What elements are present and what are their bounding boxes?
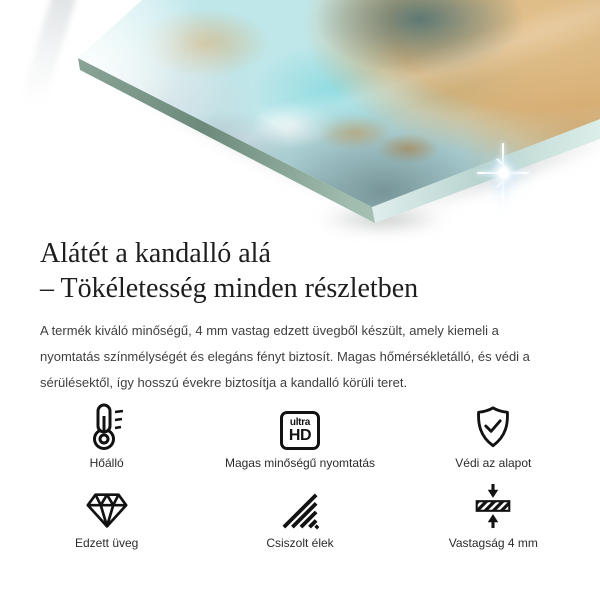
thickness-icon: [470, 478, 516, 530]
feature-label: Edzett üveg: [74, 536, 139, 550]
feature-grid: [10, 398, 590, 550]
faded-glass-corner: [20, 0, 77, 108]
product-hero-image: [0, 0, 600, 240]
feature-label: Vastagság 4 mm: [448, 536, 538, 550]
product-description: A termék kiváló minőségű, 4 mm vastag edzett üvegből készült, amely kiemeli a nyomtatás színmélységét és elegáns fényt biztosít. Magas hőmérsékletálló, és védi a sérülésektől, így hosszú évekre biztosítja a kandalló körüli teret.: [40, 323, 530, 390]
polished-edges-icon: [281, 478, 319, 530]
thermometer-icon: [87, 398, 127, 450]
ultra-hd-icon-text-bottom: HD: [288, 426, 312, 444]
feature-label: Védi az alapot: [455, 456, 532, 470]
feature-print-quality: [203, 398, 396, 470]
page-title: [40, 236, 560, 306]
feature-label: Csiszolt élek: [266, 536, 334, 550]
text-content: [40, 236, 560, 398]
title-line-2: – Tökéletesség minden részletben: [40, 273, 419, 304]
ultra-hd-icon-text-top: ultra: [289, 416, 311, 428]
feature-polished-edges: [203, 478, 396, 550]
shield-check-icon: [470, 398, 516, 450]
marble-print-glass-panel: [0, 0, 600, 240]
feature-protects-base: [397, 398, 590, 470]
feature-heat-resistant: [10, 398, 203, 470]
title-line-1: Alátét a kandalló alá: [40, 238, 271, 269]
feature-thickness: [397, 478, 590, 550]
feature-label: Hőálló: [89, 456, 124, 470]
feature-tempered-glass: [10, 478, 203, 550]
diamond-icon: [84, 478, 130, 530]
feature-label: Magas minőségű nyomtatás: [224, 456, 376, 470]
ultra-hd-icon: [280, 398, 320, 450]
